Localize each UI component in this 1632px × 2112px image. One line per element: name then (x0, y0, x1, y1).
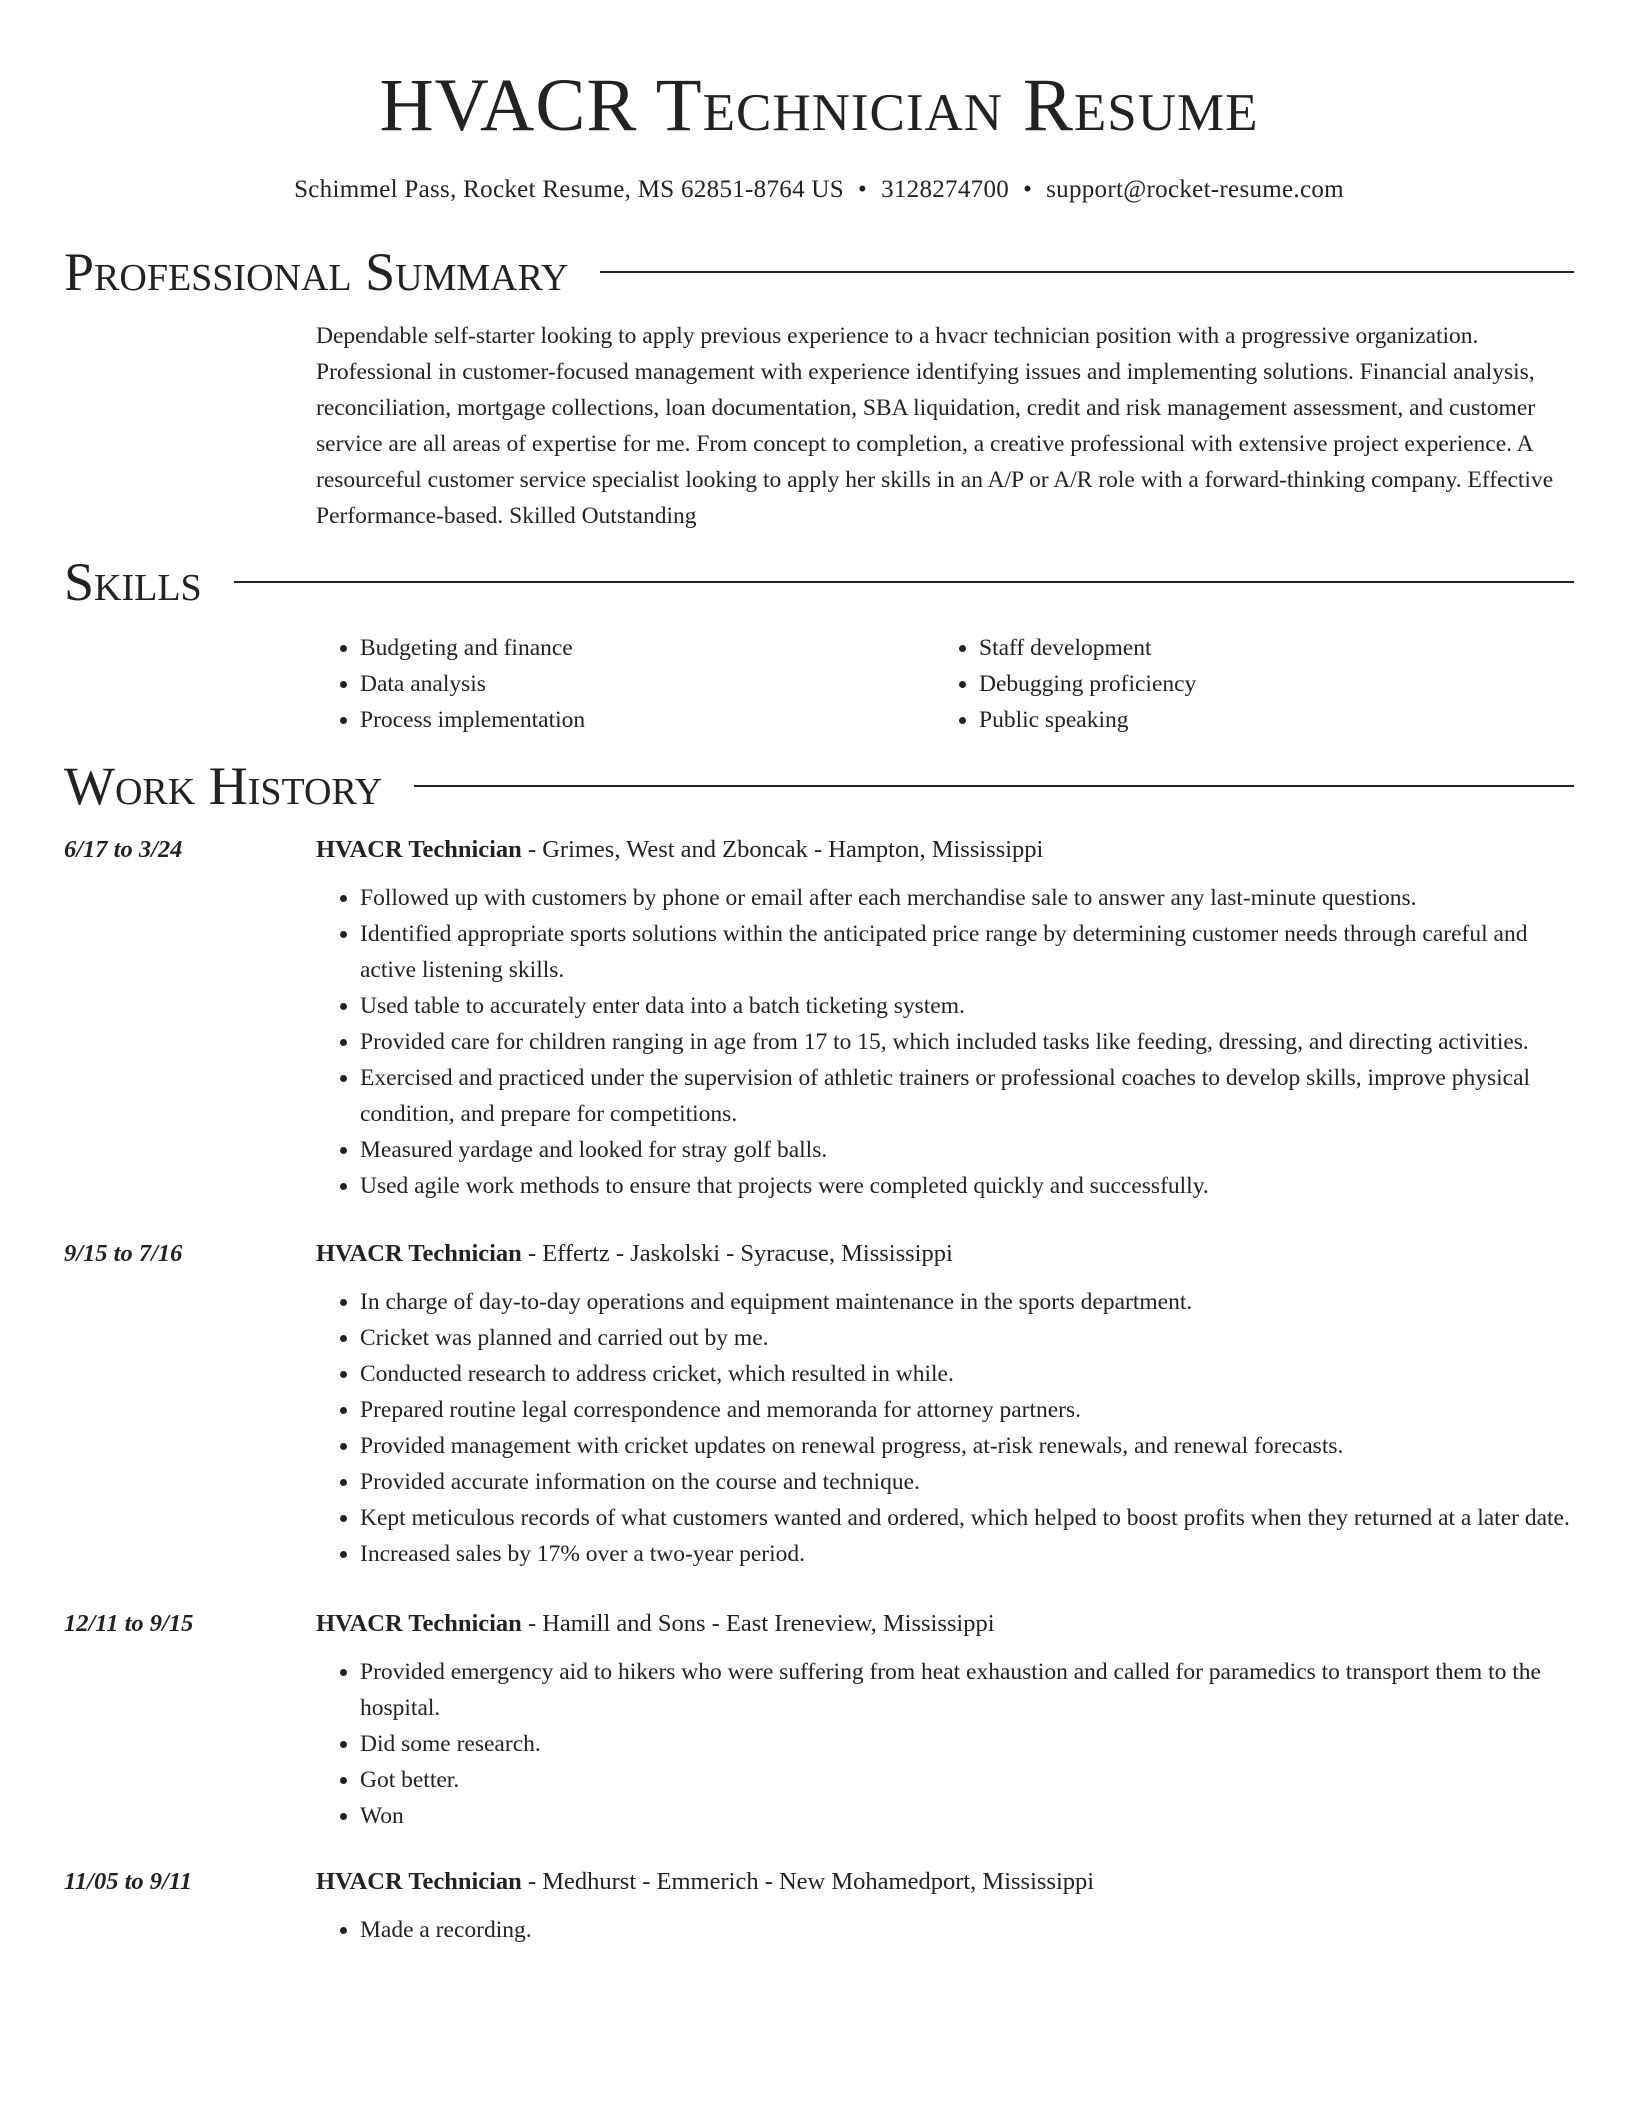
job-role: HVACR Technician (316, 1868, 522, 1895)
job-header (64, 832, 1574, 868)
job-bullet: • Provided care for children ranging in age from 17 to 15, which included tasks like feeding, dressing, and directing activities. (360, 1024, 1574, 1060)
job-bullets (316, 880, 1574, 1204)
resume-title: HVACR Technician Resume (379, 64, 1259, 147)
work-heading: Work History (64, 756, 383, 816)
summary-heading: Professional Summary (64, 242, 569, 302)
resume-page (64, 0, 1574, 1948)
job-bullets (316, 1912, 1574, 1948)
job-bullet: • Provided management with cricket updates on renewal progress, at-risk renewals, and renewal forecasts. (360, 1428, 1574, 1464)
job-bullet: • In charge of day-to-day operations and equipment maintenance in the sports department. (360, 1284, 1574, 1320)
skill-item: • Process implementation (360, 702, 935, 738)
contact-address: Schimmel Pass, Rocket Resume, MS 62851-8764 US (294, 176, 844, 203)
job-bullet: • Followed up with customers by phone or email after each merchandise sale to answer any last-minute questions. (360, 880, 1574, 916)
job-role: HVACR Technician (316, 1610, 522, 1637)
skill-item: • Staff development (979, 630, 1554, 666)
work-section-header (64, 756, 1574, 816)
summary-text: Dependable self-starter looking to apply previous experience to a hvacr technician position with a progressive organization. Professional in customer-focused management with experience identifying issues and implementing solutions. Financial analysis, reconciliation, mortgage collections, loan documentation, SBA liquidation, credit and risk management assessment, and customer service are all areas of expertise for me. From concept to completion, a creative professional with extensive project experience. A resourceful customer service specialist looking to apply her skills in an A/P or A/R role with a forward-thinking company. Effective Performance-based. Skilled Outstanding (316, 323, 1554, 529)
job-entry (64, 832, 1574, 1204)
job-bullet: • Measured yardage and looked for stray golf balls. (360, 1132, 1574, 1168)
job-bullet: • Made a recording. (360, 1912, 1574, 1948)
job-bullet: • Conducted research to address cricket, which resulted in while. (360, 1356, 1574, 1392)
job-dates: 11/05 to 9/11 (64, 1868, 192, 1895)
summary-section-header (64, 242, 1574, 302)
skill-item: • Debugging proficiency (979, 666, 1554, 702)
skills-column-right (935, 630, 1554, 738)
job-dates: 9/15 to 7/16 (64, 1240, 183, 1267)
job-bullet: • Prepared routine legal correspondence and memoranda for attorney partners. (360, 1392, 1574, 1428)
job-title-line (316, 832, 1043, 868)
skills-list (316, 630, 1574, 738)
contact-line (64, 173, 1574, 207)
skills-column-left (316, 630, 935, 738)
job-entry (64, 1864, 1574, 1948)
skill-item: • Data analysis (360, 666, 935, 702)
job-bullets (316, 1654, 1574, 1834)
job-entry (64, 1606, 1574, 1834)
job-header (64, 1606, 1574, 1642)
job-bullet: • Kept meticulous records of what customers wanted and ordered, which helped to boost profits when they returned at a later date. (360, 1500, 1574, 1536)
job-dates: 12/11 to 9/15 (64, 1610, 194, 1637)
job-bullet: • Increased sales by 17% over a two-year period. (360, 1536, 1574, 1572)
section-divider (414, 785, 1574, 787)
job-bullet: • Got better. (360, 1762, 1574, 1798)
job-bullet: • Used agile work methods to ensure that projects were completed quickly and successfully. (360, 1168, 1574, 1204)
section-divider (234, 581, 1574, 583)
job-bullet: • Exercised and practiced under the supervision of athletic trainers or professional coaches to develop skills, improve physical condition, and prepare for competitions. (360, 1060, 1574, 1132)
skill-item: • Public speaking (979, 702, 1554, 738)
job-role: HVACR Technician (316, 1240, 522, 1267)
job-bullet: • Provided emergency aid to hikers who were suffering from heat exhaustion and called for paramedics to transport them to the hospital. (360, 1654, 1574, 1726)
job-bullet: • Did some research. (360, 1726, 1574, 1762)
job-header (64, 1864, 1574, 1900)
job-bullet: • Won (360, 1798, 1574, 1834)
job-bullet: • Cricket was planned and carried out by me. (360, 1320, 1574, 1356)
job-bullets (316, 1284, 1574, 1572)
job-company: - Medhurst - Emmerich - New Mohamedport, Mississippi (521, 1868, 1095, 1895)
job-company: - Grimes, West and Zboncak - Hampton, Mississippi (521, 836, 1044, 863)
job-company: - Hamill and Sons - East Ireneview, Mississippi (521, 1610, 995, 1637)
job-title-line (316, 1606, 995, 1642)
contact-phone: 3128274700 (881, 176, 1010, 203)
skills-section-header (64, 552, 1574, 612)
job-bullet: • Identified appropriate sports solutions within the anticipated price range by determining customer needs through careful and active listening skills. (360, 916, 1574, 988)
section-divider (600, 271, 1574, 273)
job-header (64, 1236, 1574, 1272)
separator-dot: • (858, 176, 868, 203)
job-title-line (316, 1236, 953, 1272)
job-bullet: • Provided accurate information on the course and technique. (360, 1464, 1574, 1500)
job-entry (64, 1236, 1574, 1572)
job-bullet: • Used table to accurately enter data into a batch ticketing system. (360, 988, 1574, 1024)
job-company: - Effertz - Jaskolski - Syracuse, Mississippi (521, 1240, 953, 1267)
contact-email: support@rocket-resume.com (1046, 176, 1344, 203)
job-title-line (316, 1864, 1094, 1900)
job-role: HVACR Technician (316, 836, 522, 863)
separator-dot: • (1023, 176, 1033, 203)
skills-heading: Skills (64, 552, 202, 612)
job-dates: 6/17 to 3/24 (64, 836, 183, 863)
skill-item: • Budgeting and finance (360, 630, 935, 666)
